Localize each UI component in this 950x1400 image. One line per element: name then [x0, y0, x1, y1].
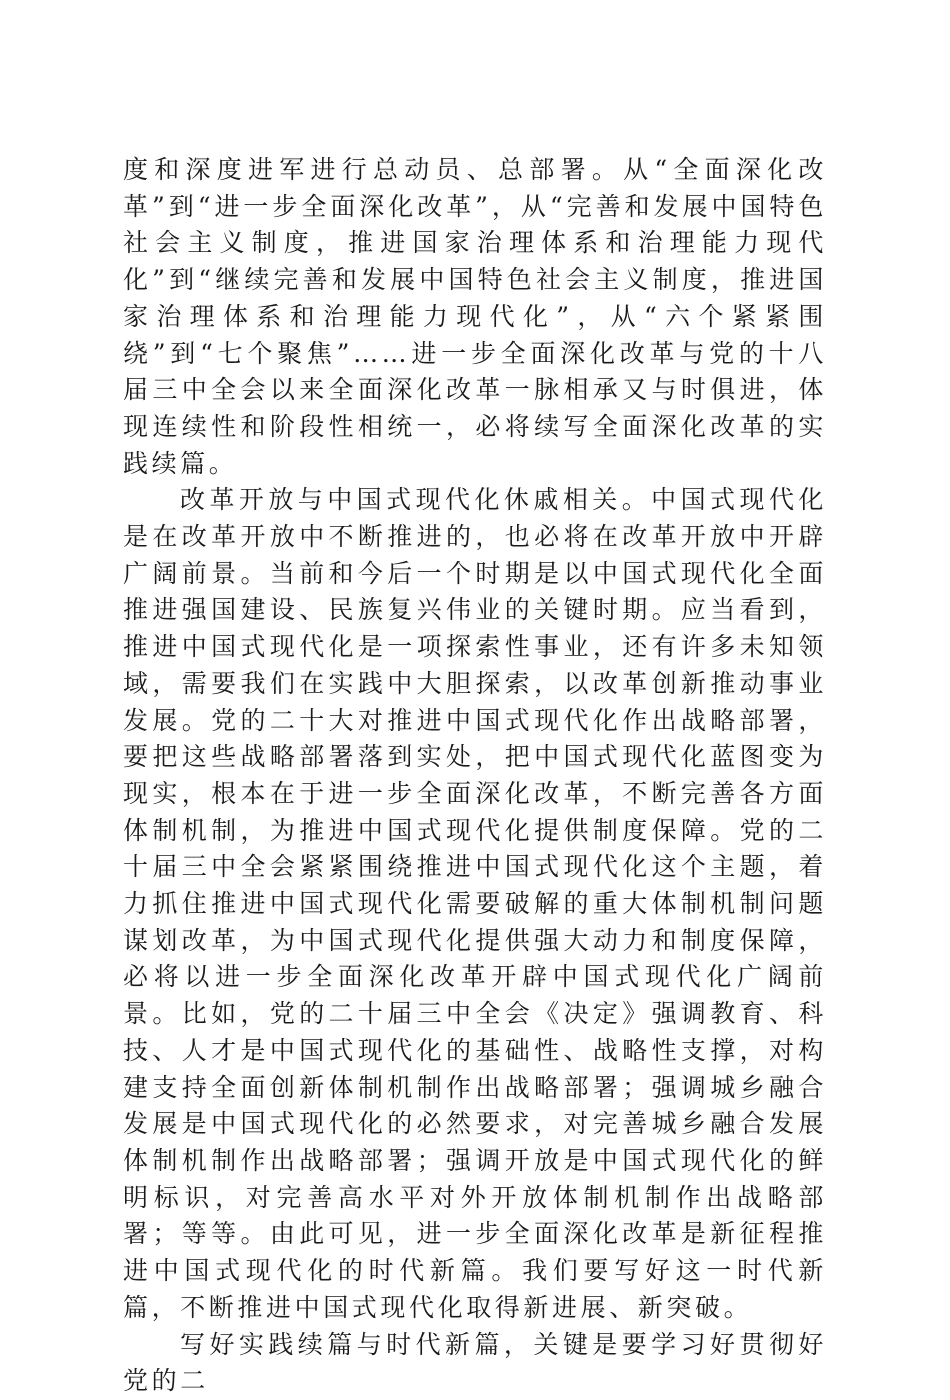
paragraph-writing-chapters: 写好实践续篇与时代新篇，关键是要学习好贯彻好党的二 [123, 1329, 827, 1396]
paragraph-reform-and-modernization: 改革开放与中国式现代化休戚相关。中国式现代化是在改革开放中不断推进的，也必将在改革开放中开辟广阔前景。当前和今后一个时期是以中国式现代化全面推进强国建设、民族复兴伟业的关键时期。应当看到，推进中国式现代化是一项探索性事业，还有许多未知领域，需要我们在实践中大胆探索，以改革创新推动事业发展。党的二十大对推进中国式现代化作出战略部署，要把这些战略部署落到实处，把中国式现代化蓝图变为现实，根本在于进一步全面深化改革，不断完善各方面体制机制，为推进中国式现代化提供制度保障。党的二十届三中全会紧紧围绕推进中国式现代化这个主题，着力抓住推进中国式现代化需要破解的重大体制机制问题谋划改革，为中国式现代化提供强大动力和制度保障，必将以进一步全面深化改革开辟中国式现代化广阔前景。比如，党的二十届三中全会《决定》强调教育、科技、人才是中国式现代化的基础性、战略性支撑，对构建支持全面创新体制机制作出战略部署；强调城乡融合发展是中国式现代化的必然要求，对完善城乡融合发展体制机制作出战略部署；强调开放是中国式现代化的鲜明标识，对完善高水平对外开放体制机制作出战略部署；等等。由此可见，进一步全面深化改革是新征程推进中国式现代化的时代新篇。我们要写好这一时代新篇，不断推进中国式现代化取得新进展、新突破。 [123, 485, 827, 1322]
paragraph-continued: 度和深度进军进行总动员、总部署。从“全面深化改革”到“进一步全面深化改革”，从“完善和发展中国特色社会主义制度，推进国家治理体系和治理能力现代化”到“继续完善和发展中国特色社会主义制度，推进国家治理体系和治理能力现代化”，从“六个紧紧围绕”到“七个聚焦”……进一步全面深化改革与党的十八届三中全会以来全面深化改革一脉相承又与时俱进，体现连续性和阶段性相统一，必将续写全面深化改革的实践续篇。 [123, 155, 827, 478]
body-text [123, 152, 827, 1400]
